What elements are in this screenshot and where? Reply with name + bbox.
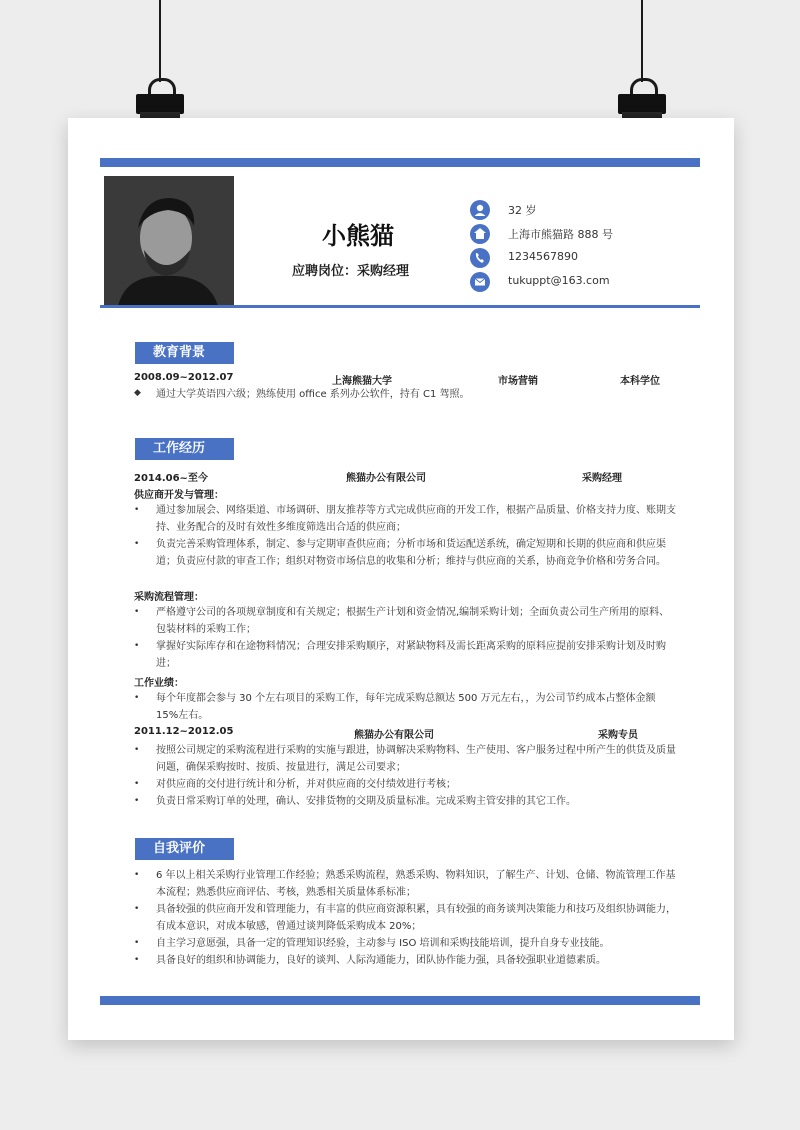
top-accent-bar bbox=[100, 158, 700, 167]
job2-bullet-3: 负责日常采购订单的处理，确认、安排货物的交期及质量标准。完成采购主管安排的其它工作。 bbox=[156, 796, 576, 807]
job1-period: 2014.06~至今 bbox=[134, 473, 208, 484]
job2-role: 采购专员 bbox=[598, 730, 638, 741]
job2-bullet-1: 按照公司规定的采购流程进行采购的实施与跟进，协调解决采购物料、生产使用、客户服务过程中所产生的供货及质量问题，确保采购按时、按质、按量进行，满足公司要求； bbox=[156, 745, 676, 773]
profile-photo bbox=[104, 176, 234, 306]
contact-email-row bbox=[470, 272, 670, 292]
job1-subheading-process: 采购流程管理： bbox=[134, 592, 204, 603]
bullet-icon: • bbox=[134, 904, 140, 914]
bullet-icon: • bbox=[134, 693, 140, 703]
address-text: 上海市熊猫路 888 号 bbox=[508, 228, 613, 241]
job1-bullet-4: 掌握好实际库存和在途物料情况；合理安排采购顺序，对紧缺物料及需长距离采购的原料应提前安排采购计划及时购进； bbox=[156, 641, 666, 669]
phone-icon bbox=[470, 248, 490, 268]
bullet-icon: • bbox=[134, 779, 140, 789]
contact-phone-row bbox=[470, 248, 670, 268]
phone-text: 1234567890 bbox=[508, 250, 578, 263]
person-name: 小熊猫 bbox=[322, 222, 394, 250]
header-divider bbox=[100, 305, 700, 308]
self-bullet-3: 自主学习意愿强，具备一定的管理知识经验，主动参与 ISO 培训和采购技能培训，提升自身专业技能。 bbox=[156, 938, 610, 949]
diamond-bullet-icon: ◆ bbox=[134, 388, 141, 398]
education-degree: 本科学位 bbox=[620, 376, 660, 387]
bullet-icon: • bbox=[134, 796, 140, 806]
education-section-title: 教育背景 bbox=[135, 342, 234, 364]
home-icon bbox=[470, 224, 490, 244]
work-section-title: 工作经历 bbox=[135, 438, 234, 460]
email-text: tukuppt@163.com bbox=[508, 274, 610, 287]
bullet-icon: • bbox=[134, 505, 140, 515]
education-period: 2008.09~2012.07 bbox=[134, 372, 234, 383]
job1-bullet-5: 每个年度都会参与 30 个左右项目的采购工作，每年完成采购总额达 500 万元左右，，为公司节约成本占整体金额 15%左右。 bbox=[156, 693, 656, 721]
bullet-icon: • bbox=[134, 641, 140, 651]
job1-bullet-2: 负责完善采购管理体系，制定、参与定期审查供应商；分析市场和货运配送系统，确定短期和长期的供应商和供应渠道；负责应付款的审查工作；组织对物资市场信息的收集和分析；维持与供应商的关系，协商竞争价格和劳务合同。 bbox=[156, 539, 666, 567]
age-text: 32 岁 bbox=[508, 204, 537, 217]
bullet-icon: • bbox=[134, 938, 140, 948]
job1-subheading-performance: 工作业绩： bbox=[134, 678, 184, 689]
bullet-icon: • bbox=[134, 955, 140, 965]
education-note: 通过大学英语四六级；熟练使用 office 系列办公软件，持有 C1 驾照。 bbox=[156, 389, 470, 400]
self-evaluation-section-title: 自我评价 bbox=[135, 838, 234, 860]
person-icon bbox=[470, 200, 490, 220]
bullet-icon: • bbox=[134, 870, 140, 880]
resume-page bbox=[68, 118, 734, 1040]
self-bullet-1: 6 年以上相关采购行业管理工作经验；熟悉采购流程，熟悉采购、物料知识，了解生产、计划、仓储、物流管理工作基本流程；熟悉供应商评估、考核，熟悉相关质量体系标准； bbox=[156, 870, 676, 898]
job1-subheading-supplier: 供应商开发与管理： bbox=[134, 490, 224, 501]
education-major: 市场营销 bbox=[498, 376, 538, 387]
job1-bullet-3: 严格遵守公司的各项规章制度和有关规定；根据生产计划和资金情况,编制采购计划；全面负责公司生产所用的原料、包装材料的采购工作； bbox=[156, 607, 670, 635]
job2-bullet-2: 对供应商的交付进行统计和分析，并对供应商的交付绩效进行考核； bbox=[156, 779, 456, 790]
bottom-accent-bar bbox=[100, 996, 700, 1005]
mail-icon bbox=[470, 272, 490, 292]
self-bullet-2: 具备较强的供应商开发和管理能力，有丰富的供应商资源积累，具有较强的商务谈判决策能力和技巧及组织协调能力，有成本意识，对成本敏感，曾通过谈判降低采购成本 20%； bbox=[156, 904, 676, 932]
bullet-icon: • bbox=[134, 745, 140, 755]
job1-role: 采购经理 bbox=[582, 473, 622, 484]
contact-address-row bbox=[470, 224, 670, 244]
job1-bullet-1: 通过参加展会、网络渠道、市场调研、朋友推荐等方式完成供应商的开发工作，根据产品质量、价格支持力度、账期支持、业务配合的及时有效性多维度筛选出合适的供应商； bbox=[156, 505, 676, 533]
education-school: 上海熊猫大学 bbox=[332, 376, 392, 387]
job1-company: 熊猫办公有限公司 bbox=[346, 473, 426, 484]
job2-period: 2011.12~2012.05 bbox=[134, 726, 234, 737]
self-bullet-4: 具备良好的组织和协调能力，良好的谈判、人际沟通能力，团队协作能力强，具备较强职业道德素质。 bbox=[156, 955, 606, 966]
bullet-icon: • bbox=[134, 539, 140, 549]
bullet-icon: • bbox=[134, 607, 140, 617]
job2-company: 熊猫办公有限公司 bbox=[354, 730, 434, 741]
applied-position: 应聘岗位：采购经理 bbox=[292, 264, 410, 279]
contact-age-row bbox=[470, 200, 670, 220]
